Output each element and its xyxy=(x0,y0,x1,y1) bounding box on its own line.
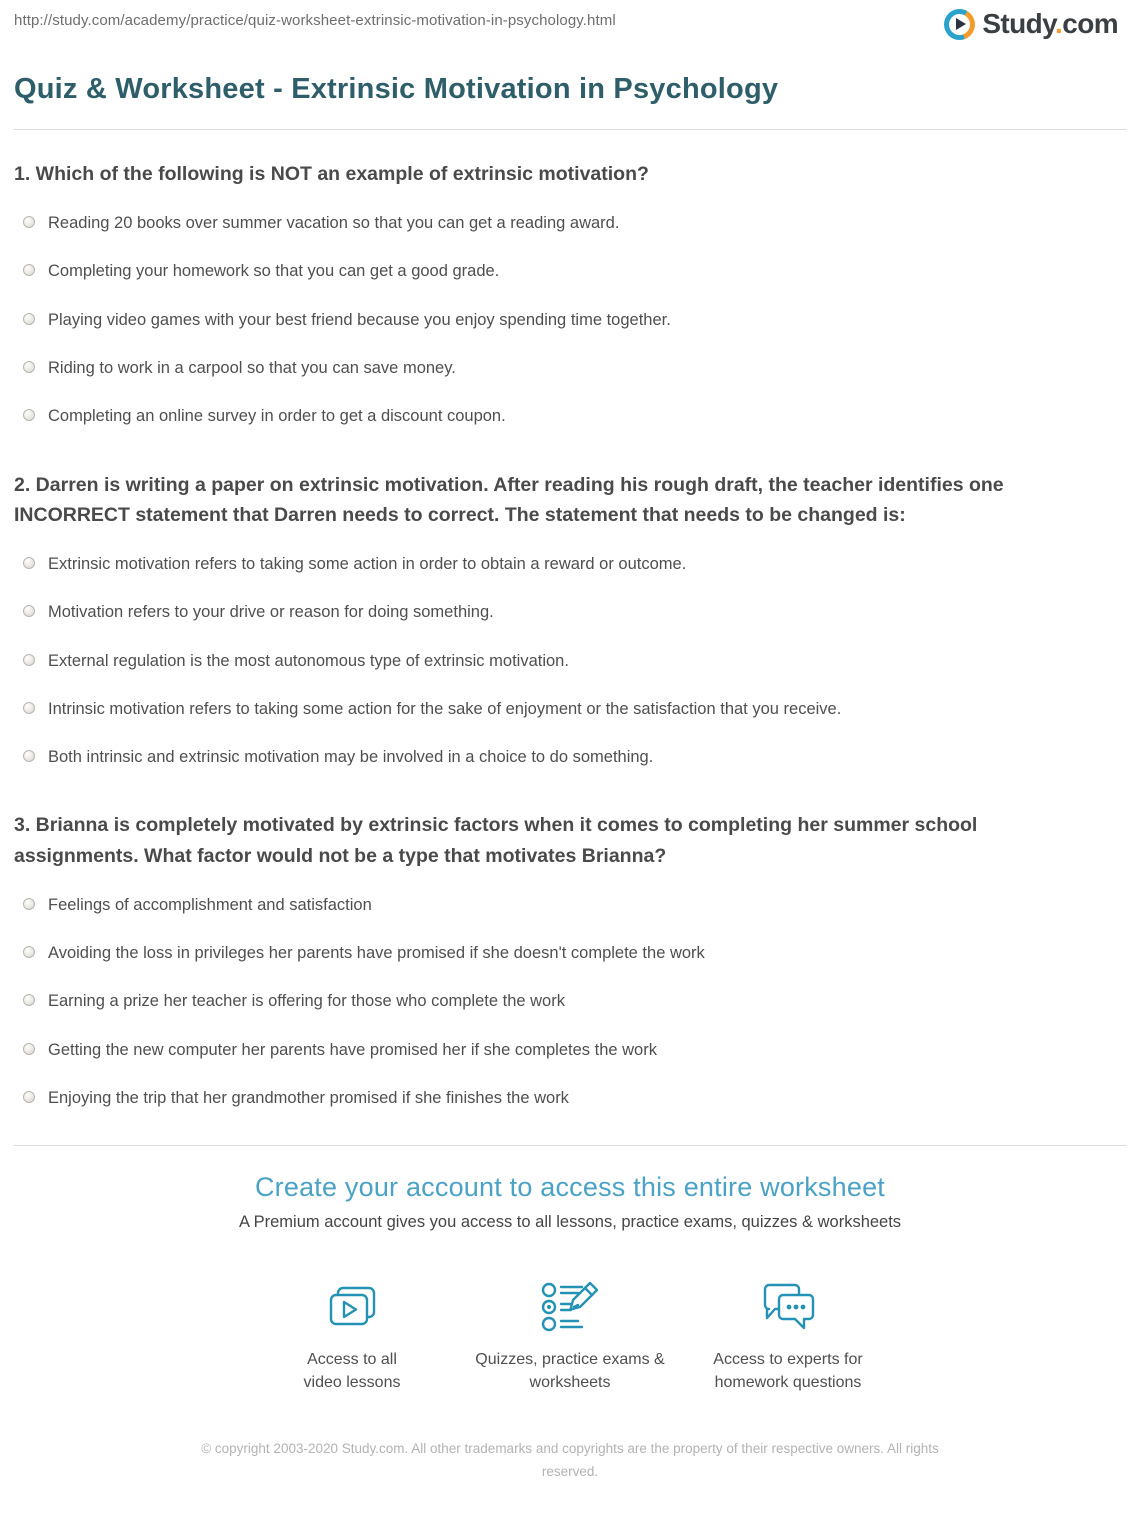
question-1-option-4[interactable] xyxy=(14,357,1126,379)
radio-button[interactable] xyxy=(23,557,35,569)
feature-list xyxy=(14,1277,1126,1394)
radio-button[interactable] xyxy=(23,654,35,666)
page-title: Quiz & Worksheet - Extrinsic Motivation in Psychology xyxy=(14,73,779,105)
option-label: Avoiding the loss in privileges her parents have promised if she doesn't complete the work xyxy=(48,944,705,963)
option-label: Completing your homework so that you can get a good grade. xyxy=(48,262,500,281)
radio-button[interactable] xyxy=(23,264,35,276)
cta-divider xyxy=(14,1145,1126,1146)
option-label: Intrinsic motivation refers to taking some action for the sake of enjoyment or the satisfaction that you receive. xyxy=(48,699,842,718)
question-3-heading: 3. Brianna is completely motivated by extrinsic factors when it comes to completing her summer school assignments. What factor would not be a type that motivates Brianna? xyxy=(14,814,978,867)
title-divider xyxy=(14,129,1126,130)
question-3-option-3[interactable] xyxy=(14,990,1126,1012)
radio-button[interactable] xyxy=(23,946,35,958)
radio-button[interactable] xyxy=(23,409,35,421)
cta-subtitle: A Premium account gives you access to all lessons, practice exams, quizzes & worksheets xyxy=(238,1213,902,1232)
radio-button[interactable] xyxy=(23,361,35,373)
radio-button[interactable] xyxy=(23,216,35,228)
page-url: http://study.com/academy/practice/quiz-worksheet-extrinsic-motivation-in-psychology.html xyxy=(14,12,616,29)
feature-homework-experts xyxy=(679,1277,897,1394)
study-com-play-icon xyxy=(944,9,975,40)
radio-button[interactable] xyxy=(23,1043,35,1055)
study-com-logo-text xyxy=(982,8,1118,40)
question-2 xyxy=(14,470,1126,769)
question-1-options xyxy=(14,212,1126,427)
feature-quizzes-worksheets xyxy=(461,1277,679,1394)
question-2-option-5[interactable] xyxy=(14,746,1126,768)
option-label: Earning a prize her teacher is offering for those who complete the work xyxy=(48,992,565,1011)
question-2-options xyxy=(14,553,1126,768)
option-label: External regulation is the most autonomous type of extrinsic motivation. xyxy=(48,651,569,670)
option-label: Playing video games with your best friend because you enjoy spending time together. xyxy=(48,310,671,329)
logo-dot: . xyxy=(1055,8,1063,39)
question-1-option-2[interactable] xyxy=(14,260,1126,282)
feature-label: Access to experts for homework questions xyxy=(713,1351,863,1392)
radio-button[interactable] xyxy=(23,313,35,325)
option-label: Extrinsic motivation refers to taking some action in order to obtain a reward or outcome. xyxy=(48,554,687,573)
video-lessons-icon xyxy=(323,1277,381,1335)
question-3-options xyxy=(14,894,1126,1109)
quiz-pencil-icon xyxy=(538,1277,602,1335)
option-label: Motivation refers to your drive or reason for doing something. xyxy=(48,603,494,622)
option-label: Riding to work in a carpool so that you can save money. xyxy=(48,359,456,378)
radio-button[interactable] xyxy=(23,702,35,714)
question-2-option-1[interactable] xyxy=(14,553,1126,575)
question-3 xyxy=(14,810,1126,1109)
create-account-section xyxy=(14,1172,1126,1483)
question-2-option-4[interactable] xyxy=(14,698,1126,720)
question-1-heading: 1. Which of the following is NOT an example of extrinsic motivation? xyxy=(14,163,649,185)
page-header xyxy=(14,8,1126,40)
feature-label: Access to all video lessons xyxy=(303,1351,401,1392)
study-com-logo[interactable] xyxy=(944,8,1118,40)
logo-com-text: com xyxy=(1062,8,1118,39)
cta-title: Create your account to access this entire worksheet xyxy=(254,1172,885,1203)
option-label: Both intrinsic and extrinsic motivation may be involved in a choice to do something. xyxy=(48,748,654,767)
radio-button[interactable] xyxy=(23,994,35,1006)
radio-button[interactable] xyxy=(23,750,35,762)
radio-button[interactable] xyxy=(23,1091,35,1103)
option-label: Enjoying the trip that her grandmother promised if she finishes the work xyxy=(48,1088,569,1107)
question-3-option-4[interactable] xyxy=(14,1039,1126,1061)
question-2-option-2[interactable] xyxy=(14,601,1126,623)
option-label: Feelings of accomplishment and satisfaction xyxy=(48,895,372,914)
question-1 xyxy=(14,159,1126,428)
copyright-notice: © copyright 2003-2020 Study.com. All other trademarks and copyrights are the property of their respective owners. All rights reserved. xyxy=(201,1441,939,1479)
question-3-option-1[interactable] xyxy=(14,894,1126,916)
feature-video-lessons xyxy=(243,1277,461,1394)
question-3-option-2[interactable] xyxy=(14,942,1126,964)
radio-button[interactable] xyxy=(23,605,35,617)
logo-study-text: Study xyxy=(982,8,1056,39)
question-2-option-3[interactable] xyxy=(14,650,1126,672)
option-label: Getting the new computer her parents have promised her if she completes the work xyxy=(48,1040,657,1059)
question-3-option-5[interactable] xyxy=(14,1087,1126,1109)
feature-label: Quizzes, practice exams & worksheets xyxy=(475,1351,665,1392)
question-1-option-5[interactable] xyxy=(14,405,1126,427)
question-1-option-1[interactable] xyxy=(14,212,1126,234)
question-1-option-3[interactable] xyxy=(14,309,1126,331)
question-2-heading: 2. Darren is writing a paper on extrinsic motivation. After reading his rough draft, the teacher identifies one INCORRECT statement that Darren needs to correct. The statement that needs to be changed is: xyxy=(14,473,1004,526)
option-label: Completing an online survey in order to get a discount coupon. xyxy=(48,407,506,426)
chat-experts-icon xyxy=(757,1277,819,1335)
radio-button[interactable] xyxy=(23,898,35,910)
option-label: Reading 20 books over summer vacation so that you can get a reading award. xyxy=(48,214,620,233)
